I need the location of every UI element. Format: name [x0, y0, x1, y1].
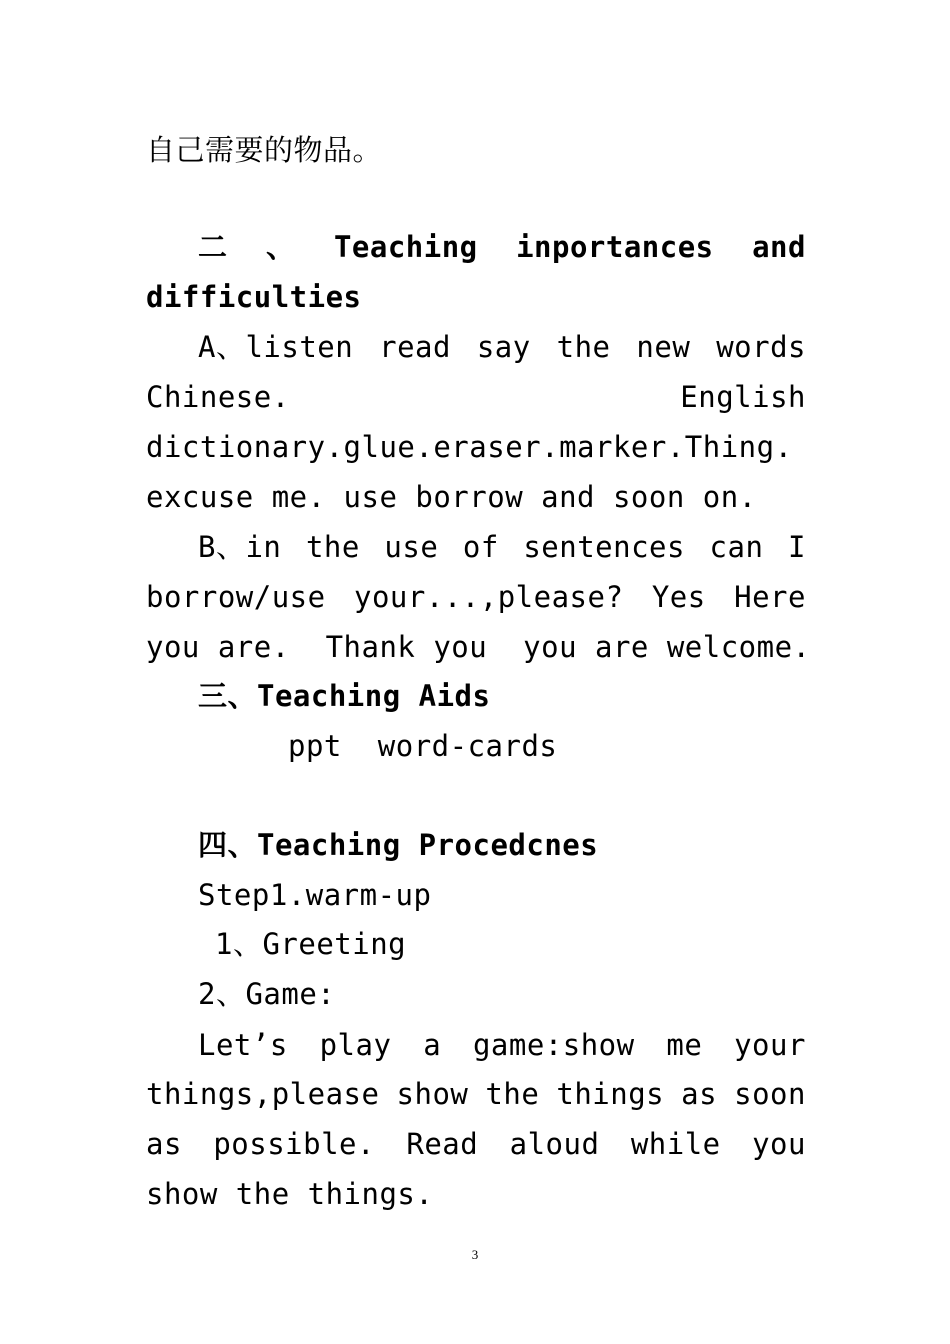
section2-heading-cont: difficulties [146, 280, 362, 314]
word: use [384, 530, 439, 564]
word: as [146, 1127, 182, 1161]
word: aloud [509, 1127, 600, 1161]
word: B、in [198, 530, 282, 564]
section3-heading: 三、Teaching Aids [198, 679, 491, 713]
point-a-line1 [198, 322, 806, 372]
word: I [788, 530, 806, 564]
word: your...,please? [354, 580, 624, 614]
word: you [752, 1127, 806, 1161]
section4-heading: 四、Teaching Procedcnes [198, 828, 599, 862]
word: Read [406, 1127, 479, 1161]
word: soon [734, 1077, 806, 1111]
word: the [485, 1077, 540, 1111]
word: English [680, 380, 806, 414]
word: play [319, 1028, 392, 1062]
point-a-line2 [146, 372, 806, 422]
word: A、listen [198, 330, 354, 364]
game-line1 [198, 1020, 806, 1070]
section3-content: ppt word-cards [288, 729, 558, 763]
word: the [305, 530, 360, 564]
word: Here [734, 580, 806, 614]
game-line2 [146, 1069, 806, 1119]
step1-item-greeting: 1、Greeting [215, 927, 407, 961]
point-b-line2 [146, 572, 806, 622]
word: Yes [651, 580, 706, 614]
word: words [716, 330, 806, 364]
word: new [636, 330, 691, 364]
word: game:show [472, 1028, 635, 1062]
word: can [709, 530, 764, 564]
step1-label: Step1.warm-up [198, 878, 432, 912]
heading-word: 、 [265, 230, 296, 264]
word: things,please [146, 1077, 380, 1111]
word: things [556, 1077, 665, 1111]
point-a-line3: dictionary.glue.eraser.marker.Thing. [146, 430, 793, 464]
word: Let’s [198, 1028, 288, 1062]
word: possible. [213, 1127, 375, 1161]
word: read [379, 330, 451, 364]
step1-item-game: 2、Game: [198, 977, 336, 1011]
point-a-line4: excuse me. use borrow and soon on. [146, 480, 757, 514]
word: sentences [523, 530, 685, 564]
word: me [666, 1028, 703, 1062]
intro-tail-line: 自己需要的物品。 [146, 133, 383, 167]
heading-word: Teaching [333, 230, 478, 264]
game-line4: show the things. [146, 1177, 434, 1211]
word: say [476, 330, 531, 364]
heading-word: and [752, 230, 806, 264]
word: as [681, 1077, 718, 1111]
word: borrow/use [146, 580, 326, 614]
point-b-line1 [198, 522, 806, 572]
point-b-line3: you are. Thank you you are welcome. [146, 630, 811, 664]
word: of [462, 530, 499, 564]
word: show [396, 1077, 469, 1111]
heading-word: inportances [516, 230, 714, 264]
word: while [630, 1127, 721, 1161]
word: a [423, 1028, 442, 1062]
page-number: 3 [471, 1247, 479, 1262]
section2-heading [198, 222, 806, 272]
word: the [556, 330, 611, 364]
word: Chinese. [146, 380, 290, 414]
heading-word: 二 [198, 230, 228, 264]
game-line3 [146, 1119, 806, 1169]
word: your [734, 1028, 806, 1062]
